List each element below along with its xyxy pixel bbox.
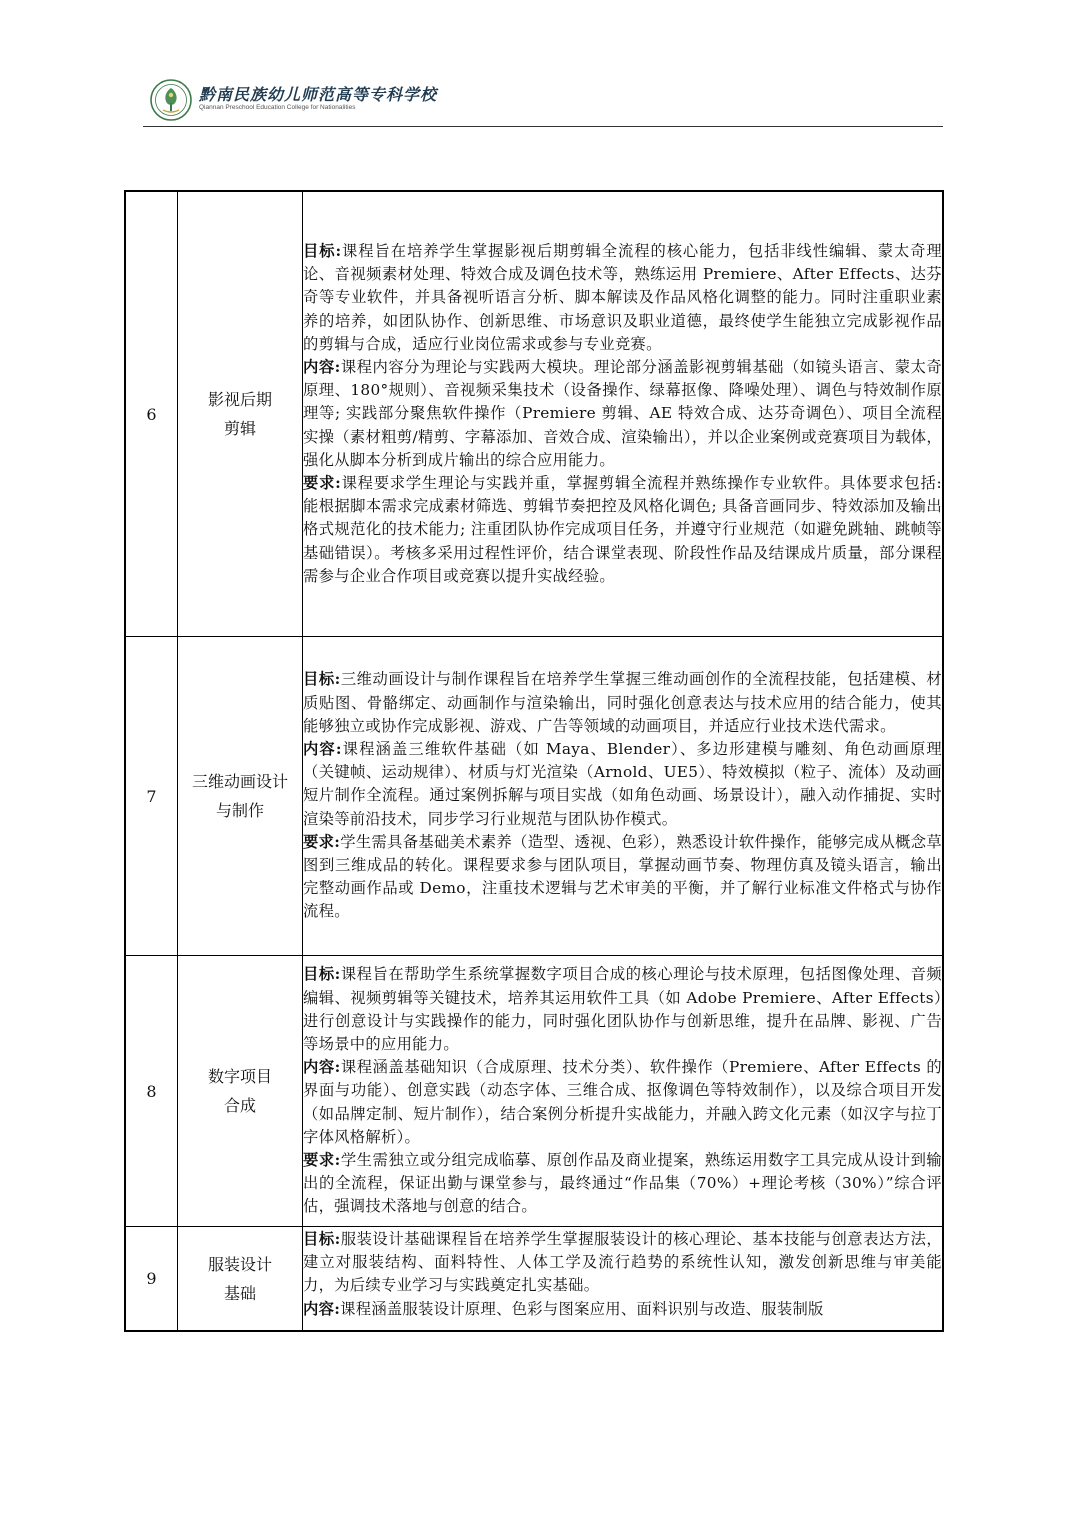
table-row bbox=[125, 637, 943, 956]
course-table bbox=[124, 190, 944, 1332]
content-paragraph bbox=[303, 1056, 942, 1149]
course-name-line: 基础 bbox=[223, 1283, 256, 1303]
course-number: 8 bbox=[125, 956, 178, 1227]
course-description bbox=[303, 1227, 944, 1332]
course-number: 7 bbox=[125, 637, 178, 956]
requirement-label: 要求: bbox=[303, 832, 341, 851]
goal-paragraph bbox=[303, 1228, 942, 1298]
goal-text: 课程旨在培养学生掌握影视后期剪辑全流程的核心能力，包括非线性编辑、蒙太奇理论、音视频素材处理、特效合成及调色技术等，熟练运用 Premiere、After Effects、达芬奇等专业软件，并具备视听语言分析、脚本解读及作品风格化调整的能力。同时注重职业素养的培养，如团队协作、创新思维、市场意识及职业道德，最终使学生能独立完成影视作品的剪辑与合成，适应行业岗位需求或参与专业竞赛。 bbox=[303, 241, 943, 353]
requirement-paragraph bbox=[303, 472, 942, 588]
content-label: 内容: bbox=[303, 1299, 341, 1318]
goal-text: 服装设计基础课程旨在培养学生掌握服装设计的核心理论、基本技能与创意表达方法，建立对服装结构、面料特性、人体工学及流行趋势的系统性认知，激发创新思维与审美能力，为后续专业学习与实践奠定扎实基础。 bbox=[303, 1230, 942, 1295]
goal-label: 目标: bbox=[303, 965, 341, 984]
goal-paragraph bbox=[303, 963, 942, 1056]
goal-paragraph bbox=[303, 240, 942, 356]
table-row bbox=[125, 1227, 943, 1332]
course-description bbox=[303, 956, 944, 1227]
requirement-text: 学生需独立或分组完成临摹、原创作品及商业提案，熟练运用数字工具完成从设计到输出的全流程，保证出勤与课堂参与，最终通过“作品集（70%）+理论考核（30%）”综合评估，强调技术落地与创意的结合。 bbox=[303, 1151, 943, 1216]
course-name-line: 剪辑 bbox=[223, 419, 256, 438]
goal-label: 目标: bbox=[303, 670, 341, 689]
goal-text: 三维动画设计与制作课程旨在培养学生掌握三维动画创作的全流程技能，包括建模、材质贴图、骨骼绑定、动画制作与渲染输出，同时强化创意表达与技术应用的结合能力，使其能够独立或协作完成影视、游戏、广告等领域的动画项目，并适应行业技术迭代需求。 bbox=[303, 670, 943, 735]
content-paragraph bbox=[303, 356, 942, 472]
requirement-text: 课程要求学生理论与实践并重，掌握剪辑全流程并熟练操作专业软件。具体要求包括: 能根据脚本需求完成素材筛选、剪辑节奏把控及风格化调色; 具备音画同步、特效添加及输出格式规范化的技术能力; 注重团队协作完成项目任务，并遵守行业规范（如避免跳轴、跳帧等基础错误）。考核多采用过程性评价，结合课堂表现、阶段性作品及结课成片质量，部分课程需参与企业合作项目或竞赛以提升实战经验。 bbox=[303, 474, 942, 585]
content-label: 内容: bbox=[303, 739, 342, 758]
description-clip bbox=[303, 1228, 942, 1329]
goal-text: 课程旨在帮助学生系统掌握数字项目合成的核心理论与技术原理，包括图像处理、音频编辑、视频剪辑等关键技术，培养其运用软件工具（如 Adobe Premiere、After Effects）进行创意设计与实践操作的能力，同时强化团队协作与创新思维，提升在品牌、影视、广告等场景中的应用能力。 bbox=[303, 965, 943, 1053]
course-name-line: 服装设计 bbox=[207, 1254, 272, 1274]
course-name-line: 三维动画设计 bbox=[191, 772, 288, 791]
content-paragraph bbox=[303, 1298, 942, 1321]
requirement-label: 要求: bbox=[303, 474, 342, 492]
content-text: 课程涵盖服装设计原理、色彩与图案应用、面料识别与改造、服装制版 bbox=[340, 1299, 824, 1318]
content-label: 内容: bbox=[303, 357, 341, 376]
school-name-cn: 黔南民族幼儿师范高等专科学校 bbox=[199, 85, 438, 104]
requirement-paragraph bbox=[303, 1149, 942, 1219]
course-number: 6 bbox=[125, 191, 178, 637]
goal-label: 目标: bbox=[303, 1230, 341, 1248]
content-text: 课程内容分为理论与实践两大模块。理论部分涵盖影视剪辑基础（如镜头语言、蒙太奇原理、180°规则）、音视频采集技术（设备操作、绿幕抠像、降噪处理）、调色与特效制作原理等; 实践部分聚焦软件操作（Premiere 剪辑、AE 特效合成、达芬奇调色）、项目全流程实操（素材粗剪/精剪、字幕添加、音效合成、渲染输出），并以企业案例或竞赛项目为载体，强化从脚本分析到成片输出的综合应用能力。 bbox=[303, 357, 943, 469]
course-name bbox=[178, 956, 303, 1227]
course-name bbox=[178, 637, 303, 956]
goal-paragraph bbox=[303, 668, 942, 738]
table-row bbox=[125, 956, 943, 1227]
header-divider bbox=[143, 126, 943, 127]
course-description bbox=[303, 637, 944, 956]
page-header bbox=[143, 76, 943, 128]
table-row bbox=[125, 191, 943, 637]
requirement-text: 学生需具备基础美术素养（造型、透视、色彩），熟悉设计软件操作，能够完成从概念草图到三维成品的转化。课程要求参与团队项目，掌握动画节奏、物理仿真及镜头语言，输出完整动画作品或 Demo，注重技术逻辑与艺术审美的平衡，并了解行业标准文件格式与协作流程。 bbox=[303, 832, 942, 921]
course-name-line: 数字项目 bbox=[207, 1067, 272, 1086]
course-name bbox=[178, 1227, 303, 1332]
school-name-en: Qiannan Preschool Education College for Nationalities bbox=[199, 104, 356, 111]
goal-label: 目标: bbox=[303, 241, 342, 260]
content-text: 课程涵盖三维软件基础（如 Maya、Blender）、多边形建模与雕刻、角色动画原理（关键帧、运动规律）、材质与灯光渲染（Arnold、UE5）、特效模拟（粒子、流体）及动画短片制作全流程。通过案例拆解与项目实战（如角色动画、场景设计），融入动作捕捉、实时渲染等前沿技术，同步学习行业规范与团队协作模式。 bbox=[303, 739, 942, 828]
course-name bbox=[178, 191, 303, 637]
requirement-label: 要求: bbox=[303, 1151, 341, 1169]
requirement-paragraph bbox=[303, 831, 942, 924]
content-text: 课程涵盖基础知识（合成原理、技术分类）、软件操作（Premiere、After Effects 的界面与功能）、创意实践（动态字体、三维合成、抠像调色等特效制作），以及综合项目开发（如品牌定制、短片制作），结合案例分析提升实战能力，并融入跨文化元素（如汉字与拉丁字体风格解析）。 bbox=[303, 1058, 943, 1146]
course-description bbox=[303, 191, 944, 637]
course-number: 9 bbox=[125, 1227, 178, 1332]
school-emblem-icon bbox=[149, 78, 193, 122]
course-name-line: 合成 bbox=[223, 1096, 256, 1115]
content-paragraph bbox=[303, 738, 942, 831]
course-name-line: 影视后期 bbox=[207, 390, 272, 409]
content-label: 内容: bbox=[303, 1058, 341, 1077]
course-name-line: 与制作 bbox=[215, 801, 264, 820]
